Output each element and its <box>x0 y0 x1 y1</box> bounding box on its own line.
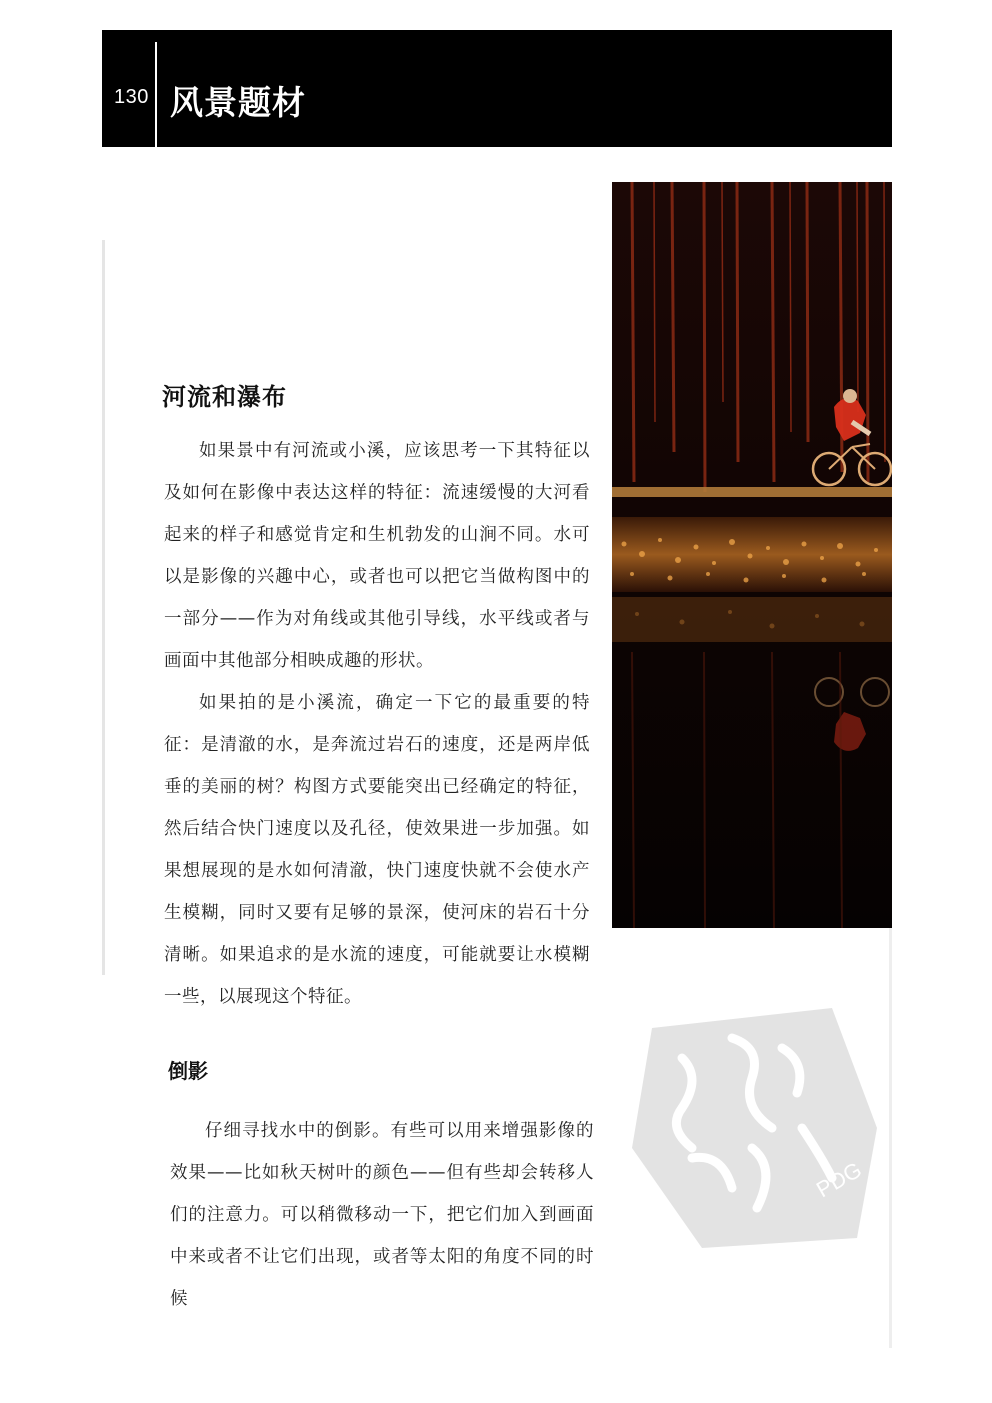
left-margin-rule <box>102 240 105 975</box>
page-right-edge <box>889 928 892 1348</box>
subsection-body <box>170 1110 594 1320</box>
paragraph: 如果拍的是小溪流，确定一下它的最重要的特征：是清澈的水，是奔流过岩石的速度，还是两岸低垂的美丽的树？构图方式要能突出已经确定的特征，然后结合快门速度以及孔径，使效果进一步加强。如果想展现的是水如何清澈，快门速度快就不会使水产生模糊，同时又要有足够的景深，使河床的岩石十分清晰。如果追求的是水流的速度，可能就要让水模糊一些，以展现这个特征。 <box>164 693 590 1007</box>
watermark-text: PDG <box>812 1156 866 1203</box>
paragraph: 仔细寻找水中的倒影。有些可以用来增强影像的效果——比如秋天树叶的颜色——但有些却会转移人们的注意力。可以稍微移动一下，把它们加入到画面中来或者不让它们出现，或者等太阳的角度不同的时候 <box>170 1121 594 1309</box>
subheading: 倒影 <box>168 1059 208 1083</box>
header-divider <box>155 42 157 147</box>
article-body <box>164 430 590 1018</box>
seal-icon <box>622 998 882 1258</box>
page-header <box>102 30 892 147</box>
article-heading: 河流和瀑布 <box>162 383 287 411</box>
library-seal-watermark <box>622 998 882 1258</box>
page-number: 130 <box>114 86 149 108</box>
photo-illustration <box>612 182 892 928</box>
section-title: 风景题材 <box>170 83 306 122</box>
cyclist-reflection-photo <box>612 182 892 928</box>
paragraph: 如果景中有河流或小溪，应该思考一下其特征以及如何在影像中表达这样的特征：流速缓慢的大河看起来的样子和感觉肯定和生机勃发的山涧不同。水可以是影像的兴趣中心，或者也可以把它当做构图中的一部分——作为对角线或其他引导线，水平线或者与画面中其他部分相映成趣的形状。 <box>164 441 590 671</box>
book-page <box>102 30 892 1370</box>
